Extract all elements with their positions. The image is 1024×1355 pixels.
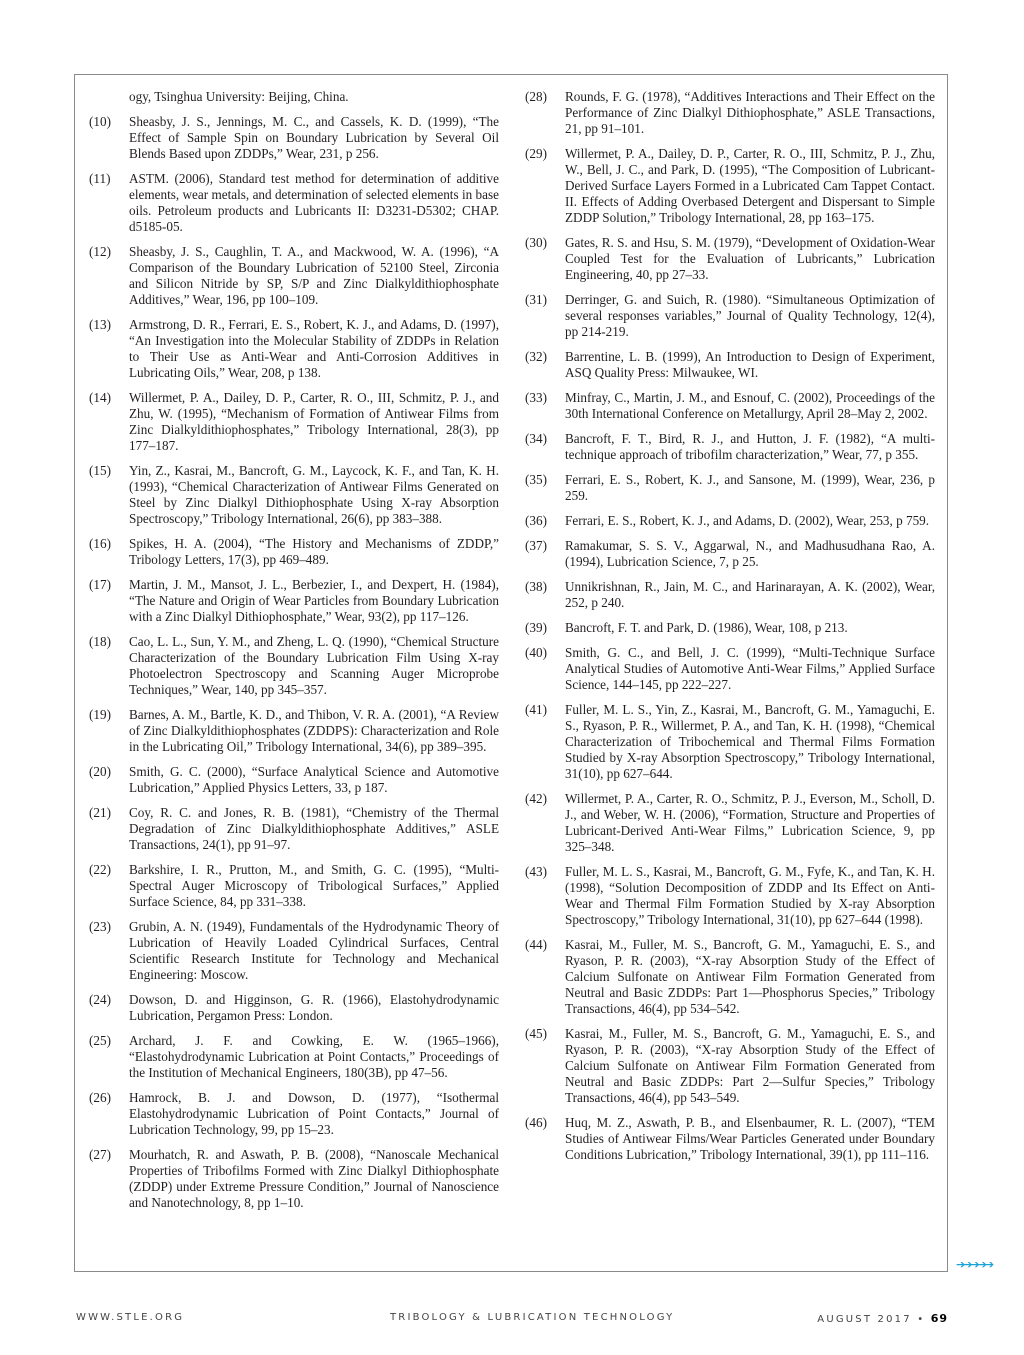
reference-number: (13) <box>89 317 111 332</box>
reference-entry <box>89 992 499 1024</box>
references-frame <box>74 74 948 1272</box>
reference-entry <box>525 864 935 928</box>
reference-entry <box>89 1147 499 1211</box>
reference-entry <box>525 620 935 636</box>
reference-entry <box>89 317 499 381</box>
reference-text: Barrentine, L. B. (1999), An Introduction to Design of Experiment, ASQ Quality Press: Milwaukee, WI. <box>565 349 935 380</box>
reference-number: (32) <box>525 349 547 364</box>
reference-text: Spikes, H. A. (2004), “The History and Mechanisms of ZDDP,” Tribology Letters, 17(3), pp 469–489. <box>129 536 499 567</box>
footer-website: WWW.STLE.ORG <box>76 1312 185 1323</box>
footer-date: AUGUST 2017 <box>817 1314 912 1325</box>
reference-entry <box>89 805 499 853</box>
reference-text: Fuller, M. L. S., Yin, Z., Kasrai, M., Bancroft, G. M., Yamaguchi, E. S., Ryason, P. R., Willermet, P. A., and Tan, K. H. (1998), “Chemical Characterization of Tribochemical and Thermal Films Formation Studied by X-ray Absorption Spectroscopy,” Tribology International, 31(10), pp 627–644. <box>565 702 935 781</box>
reference-number: (14) <box>89 390 111 405</box>
reference-text: Ferrari, E. S., Robert, K. J., and Adams, D. (2002), Wear, 253, p 759. <box>565 513 930 528</box>
reference-entry <box>525 390 935 422</box>
reference-text: Fuller, M. L. S., Kasrai, M., Bancroft, G. M., Fyfe, K., and Tan, K. H. (1998), “Solution Decomposition of ZDDP and Its Effect on Anti-Wear and Thermal Film Formation Studied by X-ray Absorption Spectroscopy,” Tribology International, 31(10), pp 627–644 (1998). <box>565 864 935 927</box>
reference-entry <box>89 577 499 625</box>
reference-text: Minfray, C., Martin, J. M., and Esnouf, C. (2002), Proceedings of the 30th International Conference on Metallurgy, April 28–May 2, 2002. <box>565 390 935 421</box>
reference-text: Willermet, P. A., Carter, R. O., Schmitz, P. J., Everson, M., Scholl, D. J., and Weber, W. H. (2006), “Formation, Structure and Properties of Lubricant-Derived Anti-Wear Films,” Lubrication Science, 9, pp 325–348. <box>565 791 935 854</box>
reference-text: Smith, G. C., and Bell, J. C. (1999), “Multi-Technique Surface Analytical Studies of Automotive Anti-Wear Films,” Applied Surface Science, 144–145, pp 222–227. <box>565 645 935 692</box>
reference-continuation: ogy, Tsinghua University: Beijing, China. <box>129 89 349 104</box>
reference-text: Grubin, A. N. (1949), Fundamentals of the Hydrodynamic Theory of Lubrication of Heavily Loaded Cylindrical Surfaces, Central Scientific Research Institute for Technology and Mechanical Engineering: Moscow. <box>129 919 499 982</box>
reference-number: (15) <box>89 463 111 478</box>
reference-number: (31) <box>525 292 547 307</box>
reference-text: Coy, R. C. and Jones, R. B. (1981), “Chemistry of the Thermal Degradation of Zinc Dialkyldithiophosphate Additives,” ASLE Transactions, 24(1), pp 91–97. <box>129 805 499 852</box>
reference-number: (26) <box>89 1090 111 1105</box>
continue-arrows-icon: ➔➔➔➔➔ <box>956 1258 993 1271</box>
reference-entry <box>89 634 499 698</box>
reference-entry <box>525 937 935 1017</box>
reference-text: Kasrai, M., Fuller, M. S., Bancroft, G. M., Yamaguchi, E. S., and Ryason, P. R. (2003), “X-ray Absorption Study of the Effect of Calcium Sulfonate on Antiwear Film Formation Generated from Neutral and Basic ZDDPs: Part 2—Sulfur Species,” Tribology Transactions, 46(4), pp 543–549. <box>565 1026 935 1105</box>
reference-entry <box>525 235 935 283</box>
reference-text: Archard, J. F. and Cowking, E. W. (1965–1966), “Elastohydrodynamic Lubrication at Point Contacts,” Proceedings of the Institution of Mechanical Engineers, 180(3B), pp 47–56. <box>129 1033 499 1080</box>
reference-entry <box>525 472 935 504</box>
reference-entry <box>89 1033 499 1081</box>
reference-entry <box>525 89 935 137</box>
reference-entry <box>525 292 935 340</box>
reference-text: Smith, G. C. (2000), “Surface Analytical Science and Automotive Lubrication,” Applied Physics Letters, 33, p 187. <box>129 764 499 795</box>
reference-entry <box>525 513 935 529</box>
footer-date-page <box>817 1312 948 1325</box>
reference-text: Armstrong, D. R., Ferrari, E. S., Robert, K. J., and Adams, D. (1997), “An Investigation into the Molecular Stability of ZDDPs in Relation to Their Use as Anti-Wear and Anti-Corrosion Additives in Lubricating Oils,” Wear, 208, p 138. <box>129 317 499 380</box>
page-number: 69 <box>930 1312 948 1325</box>
reference-number: (37) <box>525 538 547 553</box>
reference-number: (45) <box>525 1026 547 1041</box>
reference-number: (19) <box>89 707 111 722</box>
reference-text: Kasrai, M., Fuller, M. S., Bancroft, G. M., Yamaguchi, E. S., and Ryason, P. R. (2003), “X-ray Absorption Study of the Effect of Calcium Sulfonate on Antiwear Film Formation Generated from Neutral and Basic ZDDPs: Part 1—Phosphorus Species,” Tribology Transactions, 46(4), pp 534–542. <box>565 937 935 1016</box>
reference-number: (23) <box>89 919 111 934</box>
reference-number: (11) <box>89 171 111 186</box>
left-column <box>89 89 499 1220</box>
reference-entry <box>525 1026 935 1106</box>
reference-number: (46) <box>525 1115 547 1130</box>
reference-text: Willermet, P. A., Dailey, D. P., Carter, R. O., III, Schmitz, P. J., Zhu, W., Bell, J. C., and Park, D. (1995), “The Composition of Lubricant-Derived Surface Layers Formed in a Lubricated Cam Tappet Contact. II. Effects of Adding Overbased Detergent and Dispersant to Simple ZDDP Solution,” Tribology International, 28, pp 163–175. <box>565 146 935 225</box>
reference-text: Barnes, A. M., Bartle, K. D., and Thibon, V. R. A. (2001), “A Review of Zinc Dialkyldithiophosphates (ZDDPS): Characterization and Role in the Lubricating Oil,” Tribology International, 34(6), pp 389–395. <box>129 707 499 754</box>
reference-text: Willermet, P. A., Dailey, D. P., Carter, R. O., III, Schmitz, P. J., and Zhu, W. (1995), “Mechanism of Formation of Antiwear Films from Zinc Dialkyldithiophosphates,” Tribology International, 28(3), pp 177–187. <box>129 390 499 453</box>
reference-entry <box>89 919 499 983</box>
reference-entry <box>89 244 499 308</box>
reference-number: (29) <box>525 146 547 161</box>
reference-text: Yin, Z., Kasrai, M., Bancroft, G. M., Laycock, K. F., and Tan, K. H. (1993), “Chemical Characterization of Antiwear Films Generated on Steel by Zinc Dialkyl Dithiophosphate Using X-ray Absorption Spectroscopy,” Tribology International, 26(6), pp 383–388. <box>129 463 499 526</box>
reference-text: Gates, R. S. and Hsu, S. M. (1979), “Development of Oxidation-Wear Coupled Test for the Evaluation of Lubricants,” Lubrication Engineering, 40, pp 27–33. <box>565 235 935 282</box>
reference-number: (18) <box>89 634 111 649</box>
reference-text: Ferrari, E. S., Robert, K. J., and Sansone, M. (1999), Wear, 236, p 259. <box>565 472 935 503</box>
reference-entry <box>89 536 499 568</box>
reference-entry <box>525 702 935 782</box>
reference-number: (20) <box>89 764 111 779</box>
reference-number: (21) <box>89 805 111 820</box>
left-reference-list <box>89 114 499 1211</box>
reference-text: Huq, M. Z., Aswath, P. B., and Elsenbaumer, R. L. (2007), “TEM Studies of Antiwear Films/Wear Particles Generated under Boundary Conditions Lubrication,” Tribology International, 39(1), pp 111–116. <box>565 1115 935 1162</box>
reference-entry <box>525 431 935 463</box>
reference-number: (27) <box>89 1147 111 1162</box>
reference-number: (39) <box>525 620 547 635</box>
reference-number: (44) <box>525 937 547 952</box>
reference-number: (12) <box>89 244 111 259</box>
reference-entry <box>525 349 935 381</box>
reference-text: Hamrock, B. J. and Dowson, D. (1977), “Isothermal Elastohydrodynamic Lubrication of Point Contacts,” Journal of Lubrication Technology, 99, pp 15–23. <box>129 1090 499 1137</box>
reference-entry <box>89 862 499 910</box>
reference-entry <box>525 1115 935 1163</box>
right-reference-list <box>525 89 935 1163</box>
reference-text: Bancroft, F. T., Bird, R. J., and Hutton, J. F. (1982), “A multi-technique approach of tribofilm characterization,” Wear, 77, p 355. <box>565 431 935 462</box>
reference-number: (43) <box>525 864 547 879</box>
reference-number: (33) <box>525 390 547 405</box>
reference-number: (40) <box>525 645 547 660</box>
reference-number: (25) <box>89 1033 111 1048</box>
reference-number: (24) <box>89 992 111 1007</box>
reference-number: (41) <box>525 702 547 717</box>
reference-number: (16) <box>89 536 111 551</box>
reference-number: (30) <box>525 235 547 250</box>
reference-text: Sheasby, J. S., Caughlin, T. A., and Mackwood, W. A. (1996), “A Comparison of the Boundary Lubrication of 52100 Steel, Zirconia and Silicon Nitride by SP, S/P and Zinc Dialkyldithiophosphate Additives,” Wear, 196, pp 100–109. <box>129 244 499 307</box>
reference-entry <box>525 538 935 570</box>
reference-entry <box>525 791 935 855</box>
reference-entry <box>89 1090 499 1138</box>
reference-number: (34) <box>525 431 547 446</box>
reference-number: (35) <box>525 472 547 487</box>
reference-text: Mourhatch, R. and Aswath, P. B. (2008), “Nanoscale Mechanical Properties of Tribofilms Formed with Zinc Dialkyl Dithiophosphate (ZDDP) under Extreme Pressure Condition,” Journal of Nanoscience and Nanotechnology, 8, pp 1–10. <box>129 1147 499 1210</box>
reference-text: Sheasby, J. S., Jennings, M. C., and Cassels, K. D. (1999), “The Effect of Sample Spin on Boundary Lubrication by Several Oil Blends Based upon ZDDPs,” Wear, 231, p 256. <box>129 114 499 161</box>
reference-entry <box>89 390 499 454</box>
reference-number: (42) <box>525 791 547 806</box>
reference-text: Rounds, F. G. (1978), “Additives Interactions and Their Effect on the Performance of Zinc Dialkyl Dithiophosphate,” ASLE Transactions, 21, pp 91–101. <box>565 89 935 136</box>
reference-number: (38) <box>525 579 547 594</box>
reference-number: (36) <box>525 513 547 528</box>
reference-text: Dowson, D. and Higginson, G. R. (1966), Elastohydrodynamic Lubrication, Pergamon Press: London. <box>129 992 499 1023</box>
footer-separator: • <box>917 1314 926 1325</box>
reference-text: Cao, L. L., Sun, Y. M., and Zheng, L. Q. (1990), “Chemical Structure Characterization of the Boundary Lubrication Film Using X-ray Photoelectron Spectroscopy and Scanning Auger Microprobe Techniques,” Wear, 140, pp 345–357. <box>129 634 499 697</box>
reference-entry <box>89 463 499 527</box>
reference-entry <box>525 146 935 226</box>
reference-entry <box>89 171 499 235</box>
reference-number: (17) <box>89 577 111 592</box>
reference-entry <box>89 707 499 755</box>
footer-publication: TRIBOLOGY & LUBRICATION TECHNOLOGY <box>390 1312 675 1323</box>
reference-text: Derringer, G. and Suich, R. (1980). “Simultaneous Optimization of several responses variables,” Journal of Quality Technology, 12(4), pp 214-219. <box>565 292 935 339</box>
reference-text: Ramakumar, S. S. V., Aggarwal, N., and Madhusudhana Rao, A. (1994), Lubrication Science, 7, p 25. <box>565 538 935 569</box>
reference-number: (10) <box>89 114 111 129</box>
reference-number: (22) <box>89 862 111 877</box>
reference-entry <box>525 645 935 693</box>
reference-text: Bancroft, F. T. and Park, D. (1986), Wear, 108, p 213. <box>565 620 848 635</box>
reference-text: Unnikrishnan, R., Jain, M. C., and Harinarayan, A. K. (2002), Wear, 252, p 240. <box>565 579 935 610</box>
reference-number: (28) <box>525 89 547 104</box>
reference-entry <box>89 764 499 796</box>
right-column <box>525 89 935 1172</box>
reference-text: Martin, J. M., Mansot, J. L., Berbezier, I., and Dexpert, H. (1984), “The Nature and Origin of Wear Particles from Boundary Lubrication with a Zinc Dialkyl Dithiophosphate,” Wear, 93(2), pp 117–126. <box>129 577 499 624</box>
reference-entry <box>89 114 499 162</box>
reference-text: ASTM. (2006), Standard test method for determination of additive elements, wear metals, and determination of selected elements in base oils. Petroleum products and Lubricants II: D3231-D5302; CHAP. d5185-05. <box>129 171 499 234</box>
reference-text: Barkshire, I. R., Prutton, M., and Smith, G. C. (1995), “Multi-Spectral Auger Microscopy of Tribological Surfaces,” Applied Surface Science, 84, pp 331–338. <box>129 862 499 909</box>
reference-entry <box>525 579 935 611</box>
